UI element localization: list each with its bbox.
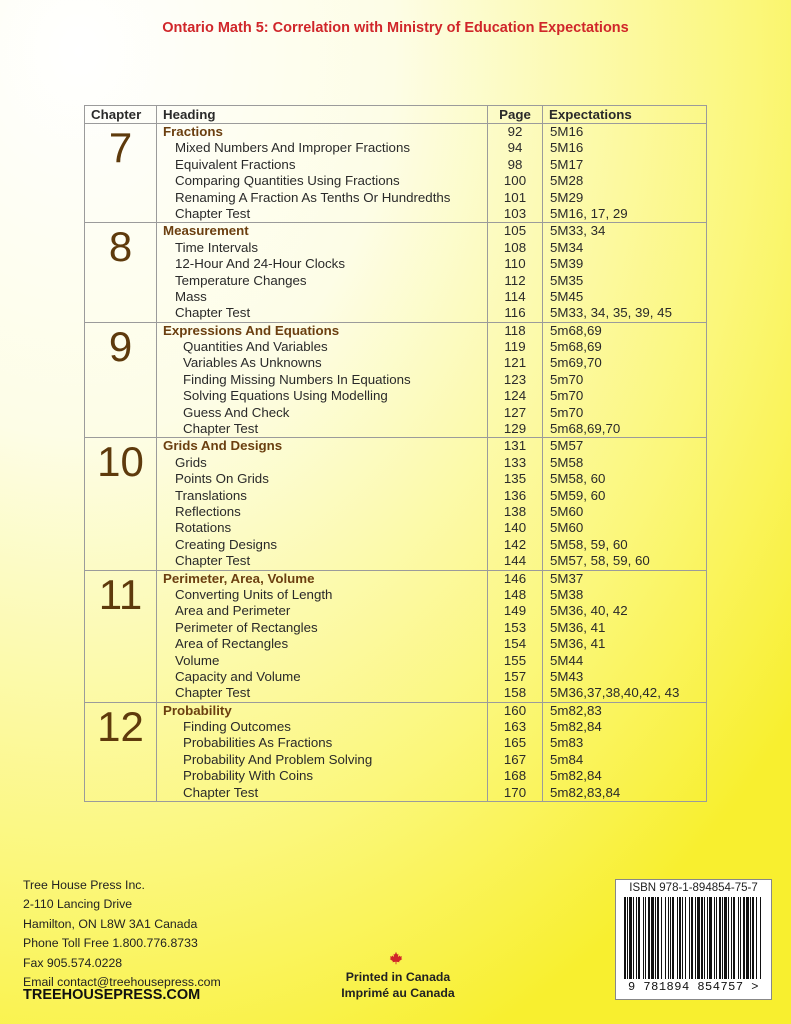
expectation-codes: 5M34 <box>550 239 584 255</box>
page-cell <box>488 223 543 322</box>
expectations-cell <box>543 223 707 322</box>
barcode-bar <box>677 897 678 979</box>
section-heading: Translations <box>175 487 247 503</box>
barcode-bar <box>685 897 686 979</box>
barcode-bar <box>648 897 650 979</box>
barcode-bar <box>714 897 715 979</box>
section-heading: Probability And Problem Solving <box>183 751 373 767</box>
page-number: 92 <box>507 124 523 139</box>
section-heading: Solving Equations Using Modelling <box>183 388 388 404</box>
chapter-number: 11 <box>85 570 157 702</box>
page-number: 116 <box>504 305 526 321</box>
barcode-bar <box>661 897 662 979</box>
expectations-cell <box>543 570 707 702</box>
section-heading: Variables As Unknowns <box>183 355 322 371</box>
page-number: 146 <box>503 570 527 586</box>
header-heading: Heading <box>157 106 488 124</box>
barcode-bar <box>728 897 729 979</box>
chapter-number: 8 <box>85 223 157 322</box>
barcode-bar <box>629 897 632 979</box>
address-street: 2-110 Lancing Drive <box>23 897 133 912</box>
barcode-bar <box>672 897 674 979</box>
page-number: 110 <box>504 256 526 272</box>
expectation-codes: 5M57, 58, 59, 60 <box>550 553 650 569</box>
section-heading: Equivalent Fractions <box>175 156 296 172</box>
chapter-heading: Measurement <box>163 223 249 239</box>
page-number: 149 <box>503 603 527 619</box>
expectation-codes: 5M17 <box>550 156 584 172</box>
section-heading: Finding Missing Numbers In Equations <box>183 371 411 387</box>
barcode-bar <box>738 897 739 979</box>
section-heading: Grids <box>175 454 207 470</box>
page-title: Ontario Math 5: Correlation with Ministry of Education Expectations <box>162 20 629 36</box>
page-cell <box>488 438 543 570</box>
section-heading: Probability With Coins <box>183 768 314 784</box>
chapter-heading: Expressions And Equations <box>163 322 340 338</box>
barcode-bar <box>633 897 634 979</box>
expectation-codes: 5M57 <box>550 438 584 454</box>
page-number: 114 <box>504 288 526 304</box>
expectation-codes: 5M16, 17, 29 <box>550 205 628 221</box>
expectation-codes: 5M58, 60 <box>550 471 606 487</box>
barcode-bar <box>704 897 705 979</box>
isbn-label: ISBN 978-1-894854-75-7 <box>629 882 758 894</box>
chapter-row <box>85 438 707 570</box>
section-heading: Quantities And Variables <box>183 339 328 355</box>
printed-fr: Imprimé au Canada <box>341 986 455 1000</box>
page-number: 142 <box>503 536 527 552</box>
expectation-codes: 5M36, 40, 42 <box>550 603 628 619</box>
expectation-codes: 5m82,83 <box>550 702 602 718</box>
page-number: 163 <box>503 719 527 735</box>
page-number: 127 <box>503 404 527 420</box>
expectation-codes: 5M39 <box>550 256 584 272</box>
page-number: 140 <box>503 520 527 536</box>
section-heading: Guess And Check <box>183 404 290 420</box>
expectation-codes: 5M43 <box>550 668 584 684</box>
page-number: 100 <box>503 173 527 189</box>
barcode-bar <box>760 897 761 979</box>
barcode-bar <box>709 897 712 979</box>
section-heading: Rotations <box>175 520 232 536</box>
expectation-codes: 5M28 <box>550 173 584 189</box>
page-number: 112 <box>504 272 526 288</box>
section-heading: Chapter Test <box>183 784 259 800</box>
expectation-codes: 5M16 <box>550 124 584 139</box>
barcode-icon <box>622 897 765 979</box>
page-number: 170 <box>503 784 527 800</box>
page-number: 168 <box>503 768 527 784</box>
website: TREEHOUSEPRESS.COM <box>23 987 201 1003</box>
expectation-codes: 5M60 <box>550 520 584 536</box>
section-heading: Chapter Test <box>175 205 251 221</box>
chapter-heading: Perimeter, Area, Volume <box>163 570 315 586</box>
chapter-number: 10 <box>85 438 157 570</box>
expectation-codes: 5M35 <box>550 272 584 288</box>
section-heading: Mass <box>175 288 207 304</box>
section-heading: Mixed Numbers And Improper Fractions <box>175 140 411 156</box>
expectation-codes: 5M58 <box>550 454 584 470</box>
barcode-bar <box>689 897 690 979</box>
expectations-cell <box>543 438 707 570</box>
chapter-row <box>85 223 707 322</box>
page-number: 121 <box>503 355 527 371</box>
expectation-codes: 5m82,83,84 <box>550 784 621 800</box>
section-heading: Points On Grids <box>175 471 269 487</box>
heading-cell <box>157 124 488 223</box>
page-number: 158 <box>503 685 527 701</box>
section-heading: Chapter Test <box>175 685 251 701</box>
expectation-codes: 5M33, 34, 35, 39, 45 <box>550 305 672 321</box>
barcode-bar <box>645 897 646 979</box>
page-cell <box>488 322 543 438</box>
chapter-heading: Grids And Designs <box>163 438 283 454</box>
barcode-bar <box>691 897 693 979</box>
page-number: 119 <box>504 339 526 355</box>
heading-cell <box>157 570 488 702</box>
page-number: 135 <box>503 471 527 487</box>
page-number: 148 <box>503 586 527 602</box>
section-heading: Finding Outcomes <box>183 719 291 735</box>
barcode-bar <box>716 897 717 979</box>
section-heading: Comparing Quantities Using Fractions <box>175 173 400 189</box>
section-heading: Area of Rectangles <box>175 636 289 652</box>
chapter-heading: Probability <box>163 702 232 718</box>
table-header-row <box>85 106 707 124</box>
section-heading: Area and Perimeter <box>175 603 291 619</box>
expectation-codes: 5m69,70 <box>550 355 602 371</box>
barcode-bar <box>657 897 659 979</box>
section-heading: Converting Units of Length <box>175 586 333 602</box>
page-cell <box>488 702 543 801</box>
section-heading: Perimeter of Rectangles <box>175 619 318 635</box>
chapter-row <box>85 322 707 438</box>
expectation-codes: 5M44 <box>550 652 584 668</box>
publisher-name: Tree House Press Inc. <box>23 878 145 892</box>
page-number: 124 <box>503 388 527 404</box>
barcode-bar <box>636 897 637 979</box>
expectation-codes: 5M45 <box>550 288 584 304</box>
barcode-bar <box>722 897 723 979</box>
expectation-codes: 5m70 <box>550 404 584 420</box>
expectations-cell <box>543 322 707 438</box>
expectation-codes: 5m82,84 <box>550 768 602 784</box>
barcode-bar <box>655 897 656 979</box>
page-number: 153 <box>503 619 527 635</box>
barcode-bar <box>752 897 754 979</box>
fax: Fax 905.574.0228 <box>23 955 123 970</box>
page-number: 165 <box>503 735 527 751</box>
heading-cell <box>157 322 488 438</box>
chapter-row <box>85 570 707 702</box>
chapter-heading: Fractions <box>163 124 223 139</box>
printed-en: Printed in Canada <box>345 970 451 984</box>
barcode-bar <box>651 897 654 979</box>
barcode-bar <box>731 897 732 979</box>
page-number: 160 <box>503 702 527 718</box>
expectation-codes: 5m82,84 <box>550 719 602 735</box>
expectation-codes: 5m68,69,70 <box>550 421 621 437</box>
chapter-row <box>85 702 707 801</box>
expectation-codes: 5m83 <box>550 735 584 751</box>
expectation-codes: 5M36, 41 <box>550 636 606 652</box>
barcode-bar <box>719 897 721 979</box>
page-number: 136 <box>503 487 527 503</box>
header-page: Page <box>488 106 543 124</box>
chapter-row <box>85 124 707 223</box>
expectation-codes: 5m70 <box>550 371 584 387</box>
barcode-bar <box>707 897 708 979</box>
email: Email contact@treehousepress.com <box>23 975 221 990</box>
section-heading: Creating Designs <box>175 536 277 552</box>
expectation-codes: 5M33, 34 <box>550 223 606 239</box>
page-number: 167 <box>503 751 527 767</box>
section-heading: Chapter Test <box>175 553 251 569</box>
barcode-bar <box>733 897 735 979</box>
expectation-codes: 5m68,69 <box>550 339 602 355</box>
phone: Phone Toll Free 1.800.776.8733 <box>23 936 198 951</box>
page-cell <box>488 124 543 223</box>
header-chapter: Chapter <box>85 106 157 124</box>
expectation-codes: 5M38 <box>550 586 584 602</box>
barcode-bar <box>638 897 640 979</box>
page-number: 101 <box>503 189 527 205</box>
page-number: 103 <box>503 205 527 221</box>
barcode-bar <box>695 897 696 979</box>
page-cell <box>488 570 543 702</box>
barcode-bar <box>679 897 681 979</box>
section-heading: Renaming A Fraction As Tenths Or Hundredths <box>175 189 451 205</box>
section-heading: Temperature Changes <box>175 272 307 288</box>
chapter-number: 7 <box>85 124 157 223</box>
expectation-codes: 5M36, 41 <box>550 619 606 635</box>
barcode-bar <box>627 897 628 979</box>
barcode-bar <box>697 897 700 979</box>
section-heading: Probabilities As Fractions <box>183 735 333 751</box>
chapter-number: 12 <box>85 702 157 801</box>
barcode-bar <box>665 897 666 979</box>
barcode-bar <box>750 897 751 979</box>
correlation-table <box>84 105 707 802</box>
page-number: 154 <box>503 636 527 652</box>
page-number: 144 <box>503 553 527 569</box>
heading-cell <box>157 702 488 801</box>
section-heading: 12-Hour And 24-Hour Clocks <box>175 256 345 272</box>
isbn-barcode <box>615 879 772 1000</box>
expectations-cell <box>543 702 707 801</box>
header-expectations: Expectations <box>543 106 707 124</box>
expectation-codes: 5M29 <box>550 189 584 205</box>
barcode-bar <box>743 897 745 979</box>
barcode-bar <box>624 897 626 979</box>
barcode-bar <box>670 897 671 979</box>
barcode-bar <box>682 897 683 979</box>
page-number: 105 <box>503 223 527 239</box>
expectation-codes: 5m70 <box>550 388 584 404</box>
section-heading: Reflections <box>175 503 241 519</box>
barcode-bar <box>668 897 669 979</box>
page-number: 138 <box>503 503 527 519</box>
barcode-bar <box>724 897 727 979</box>
barcode-bar <box>740 897 741 979</box>
barcode-bar <box>756 897 757 979</box>
page-number: 133 <box>503 454 527 470</box>
page-number: 157 <box>503 668 527 684</box>
address-city: Hamilton, ON L8W 3A1 Canada <box>23 916 198 931</box>
section-heading: Time Intervals <box>175 239 259 255</box>
expectation-codes: 5M37 <box>550 570 584 586</box>
page-number: 98 <box>507 156 523 172</box>
expectation-codes: 5M16 <box>550 140 584 156</box>
expectation-codes: 5m84 <box>550 751 584 767</box>
section-heading: Volume <box>175 652 220 668</box>
expectation-codes: 5m68,69 <box>550 322 602 338</box>
chapter-number: 9 <box>85 322 157 438</box>
page-number: 118 <box>504 322 526 338</box>
page-number: 108 <box>503 239 527 255</box>
barcode-bar <box>643 897 644 979</box>
expectations-cell <box>543 124 707 223</box>
page-number: 155 <box>503 652 527 668</box>
page-number: 123 <box>503 371 527 387</box>
page-number: 129 <box>503 421 527 437</box>
heading-cell <box>157 223 488 322</box>
page-number: 94 <box>507 140 523 156</box>
maple-leaf-icon <box>389 951 403 965</box>
page-number: 131 <box>503 438 527 454</box>
barcode-bar <box>701 897 703 979</box>
section-heading: Capacity and Volume <box>175 668 301 684</box>
expectation-codes: 5M58, 59, 60 <box>550 536 628 552</box>
section-heading: Chapter Test <box>183 421 259 437</box>
barcode-number: 9 781894 854757 > <box>628 980 759 994</box>
expectation-codes: 5M36,37,38,40,42, 43 <box>550 685 680 701</box>
expectation-codes: 5M59, 60 <box>550 487 606 503</box>
section-heading: Chapter Test <box>175 305 251 321</box>
barcode-bar <box>746 897 749 979</box>
expectation-codes: 5M60 <box>550 503 584 519</box>
heading-cell <box>157 438 488 570</box>
